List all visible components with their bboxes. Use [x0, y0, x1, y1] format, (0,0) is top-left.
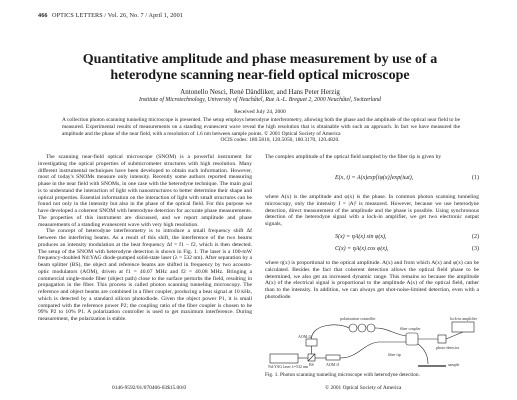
- footer-issn: 0146-9592/01/070466-03$15.00/0: [112, 385, 187, 391]
- paragraph-intro: The scanning near-field optical microscope (SNOM) is a powerful instrument for investigating the optical properties of submicrometer structures with high resolution. Many different instrumental techniques have been developed to obtain such information. However, most of today's SNOMs measure only intensity. Recently some authors reported measuring phase in the near field with SNOMs, in one case with the heterodyne technique. The main goal is to understand the interaction of light with nanostructures to better determine their shape and optical properties. Essential information on the interaction of light with small structures can be found not only in the intensity but also in the phase of the optical field. For this purpose we have developed a coherent SNOM with heterodyne detection for accurate phase measurements. The properties of this instrument are discussed, and we report amplitude and phase measurements of a standing evanescent wave with very high resolution.: [38, 154, 252, 228]
- pc-loop-1: [349, 324, 357, 332]
- paragraph-detection: where A(x) is the amplitude and φ(x) is the phase. In common photon scanning tunneling microscopy, only the intensity I = |A|² is measured. However, because we use heterodyne detection, direct measurement of the amplitude and the phase is possible. Using synchronous detection of the heterodyne signal with a lock-in amplifier, we get two electronic output signals,: [265, 194, 479, 227]
- pc-loop-3: [367, 324, 375, 332]
- lock-in-box: [452, 322, 474, 332]
- label-polarization-controller: polarization controller: [340, 316, 376, 321]
- photodetector: [438, 335, 446, 343]
- pc-loop-2: [358, 324, 366, 332]
- label-fiber-coupler: fiber coupler: [400, 326, 421, 331]
- abstract: A collection photon scanning tunneling microscope is presented. The setup employs heterodyne interferometry, allowing both the phase and the amplitude of the optical near field to be measured. Experimental results of measurements on a standing evanescent wave reveal the high resolution that is obtainable with such an approach. In fact we have measured the amplitude and the phase of the near field, with a resolution of 1.6 nm between sample points. © 2001 Optical Society of America: [62, 117, 460, 137]
- signal-line: [446, 332, 463, 339]
- equation-2-expression: S(x) = ηA(x) sin φ(x),: [335, 234, 387, 240]
- left-column: [38, 154, 252, 380]
- label-fiber-tip: fiber tip: [388, 352, 401, 357]
- figure-caption: Fig. 1. Photon scanning tunneling microscope with heterodyne detection.: [265, 372, 420, 378]
- ocis-codes: OCIS codes: 180.5810, 120.5050, 180.3170, 120.4820.: [220, 137, 340, 143]
- laser-box: [270, 354, 298, 363]
- equation-2-number: (2): [472, 234, 479, 240]
- paragraph-amplitude: where η(x) is proportional to the optical amplitude. A(x) and from which A(x) and φ(x) can be calculated. Besides the fact that coherent detection allows the optical field phase to be determined, we also get an increased dynamic range. This remains so because the amplitude A(x) of the electrical signal is proportional to the amplitude A(x) of the optical field, rather than to the intensity. In addition, we can always get shot-noise-limited detection, even with a photodiode.: [265, 260, 479, 300]
- label-beam-splitter: BS: [309, 362, 314, 367]
- setup-figure: [268, 314, 476, 370]
- label-aom-1: AOM f1: [326, 362, 340, 367]
- equation-1-number: (1): [472, 175, 479, 181]
- setup-diagram: [268, 314, 476, 370]
- aom-1: [326, 355, 340, 360]
- reference-fiber: [312, 325, 350, 339]
- label-lock-in: lock-in amplifier: [450, 316, 477, 321]
- label-laser: Nd:YAG laser λ=532 nm: [268, 364, 309, 369]
- equation-3-number: (3): [472, 246, 479, 252]
- fiber-coupler-box: [406, 333, 418, 345]
- tip-fiber: [418, 344, 428, 364]
- author-list: Antonello Nesci, René Dändliker, and Hans Peter Herzig: [180, 88, 340, 96]
- received-date: Received July 24, 2000: [234, 109, 286, 115]
- page-number: 466: [38, 12, 48, 19]
- title-line-1: Quantitative amplitude and phase measurement by use of a: [82, 52, 438, 67]
- aom-2: [306, 339, 317, 346]
- paragraph-heterodyne: The concept of heterodyne interferometry is to introduce a small frequency shift Δf between the interfering beams. As a result of this shift, the interference of the two beams produces an intensity modulation at the beat frequency Δf = f1 − f2, which is then detected. The setup of the SNOM with heterodyne detection is shown in Fig. 1. The laser is a 100-mW frequency-doubled Nd:YAG diode-pumped solid-state laser (λ = 532 nm). After separation by a beam splitter (BS), the object and reference beams are shifted in frequency by two acousto-optic modulators (AOM), driven at f1 = 40.07 MHz and f2 = 40.08 MHz. Bringing a commercial single-mode fiber (object path) close to the surface perturbs the field, resulting in propagation in the fiber. This process is called photon scanning tunneling microscopy. The reference and object beams are combined in a fiber coupler, producing a beat signal at 10 kHz, which is detected by a standard silicon photodiode. Given the object power P1, it is small compared with the reference power P2; the coupling ratio of the fiber coupler is chosen to be 99% P2 to 10% P1. A polarization controller is used to get maximum interference. During measurement, the polarization is stable.: [38, 228, 252, 322]
- title-line-2: heterodyne scanning near-field optical microscope: [110, 68, 410, 83]
- equation-3: [265, 246, 479, 255]
- footer-copyright: © 2001 Optical Society of America: [325, 385, 402, 391]
- paper-title: [40, 52, 480, 84]
- equation-2: [265, 234, 479, 243]
- running-header: [38, 12, 478, 22]
- beam-splitter-diagonal: [308, 354, 315, 361]
- label-sample: sample: [448, 362, 460, 367]
- label-photodetector: photo-detector: [436, 345, 460, 350]
- equation-1: [265, 175, 479, 184]
- equation-3-expression: C(x) = ηA(x) cos φ(x),: [335, 246, 389, 252]
- journal-reference: OPTICS LETTERS / Vol. 26, No. 7 / April 1, 2001: [52, 12, 183, 19]
- equation-1-expression: E(x, t) = A(x)exp[iφ(x)]exp(iωt),: [335, 175, 414, 181]
- affiliation: Institute of Microtechnology, University of Neuchâtel, Rue A.-L. Breguet 2, 2000 Neuchâtel, Switzerland: [139, 97, 381, 103]
- label-aom-2: AOM f2: [298, 334, 312, 339]
- right-column-intro: The complex amplitude of the optical field sampled by the fiber tip is given by: [265, 154, 442, 160]
